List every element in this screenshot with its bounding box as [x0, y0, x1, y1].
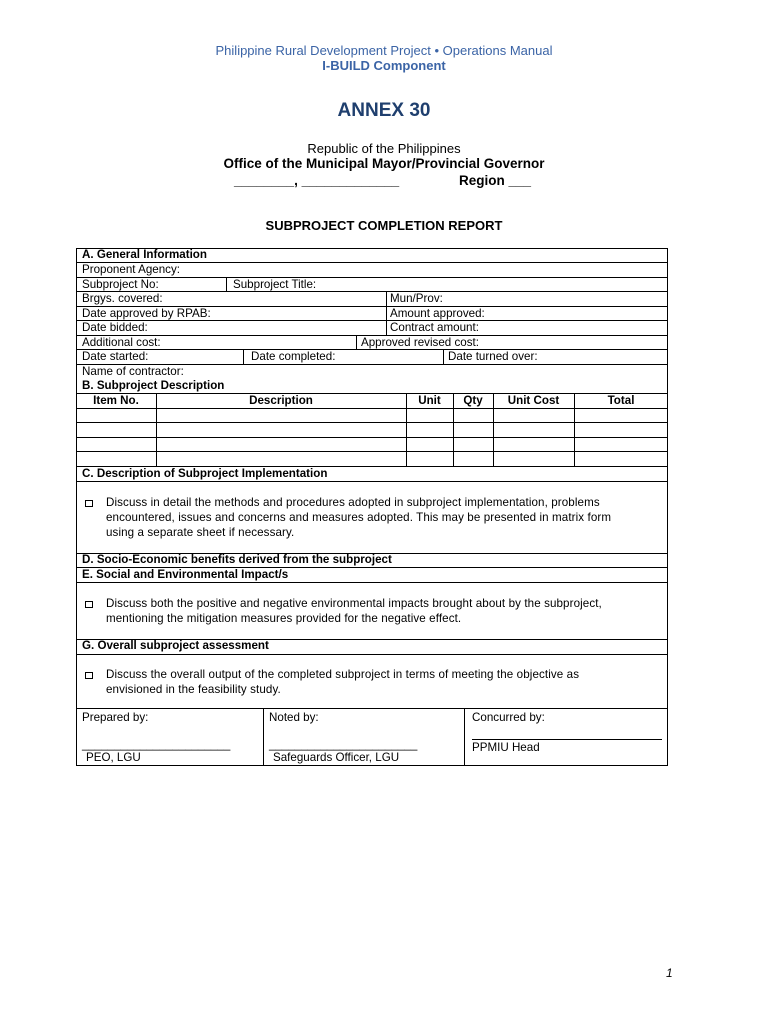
section-c-title: C. Description of Subproject Implementation [82, 467, 328, 480]
checkbox-bullet-icon [85, 500, 93, 507]
page-number: 1 [666, 966, 673, 980]
col-unit-cost: Unit Cost [507, 394, 560, 407]
col-unit: Unit [418, 394, 441, 407]
amount-approved-field[interactable]: Amount approved: [390, 307, 485, 320]
republic-line: Republic of the Philippines [307, 141, 461, 156]
section-g-title: G. Overall subproject assessment [82, 639, 269, 652]
section-g-instruction-line-1: Discuss the overall output of the completed subproject in terms of meeting the objective as [106, 668, 580, 681]
noted-by-role: Safeguards Officer, LGU [273, 751, 400, 764]
annex-title: ANNEX 30 [337, 100, 431, 121]
section-b-title: B. Subproject Description [82, 379, 225, 392]
col-total: Total [607, 394, 635, 407]
date-approved-field[interactable]: Date approved by RPAB: [82, 307, 211, 320]
date-started-field[interactable]: Date started: [82, 350, 149, 363]
office-line: Office of the Municipal Mayor/Provincial Governor [223, 156, 545, 171]
noted-by-signature-line[interactable]: _______________________ [269, 738, 418, 751]
checkbox-bullet-icon [85, 672, 93, 679]
date-turned-over-field[interactable]: Date turned over: [448, 350, 538, 363]
section-c-instruction-line-1: Discuss in detail the methods and procedures adopted in subproject implementation, problems [106, 496, 600, 509]
running-header-component: I-BUILD Component [322, 58, 446, 73]
section-a-title: A. General Information [82, 248, 207, 261]
subproject-title-field[interactable]: Subproject Title: [233, 278, 317, 291]
proponent-agency-field[interactable]: Proponent Agency: [82, 263, 180, 276]
name-of-contractor-field[interactable]: Name of contractor: [82, 365, 184, 378]
section-c-instruction-line-3: using a separate sheet if necessary. [106, 526, 295, 539]
form-title: SUBPROJECT COMPLETION REPORT [265, 218, 503, 233]
prepared-by-signature-line[interactable]: _______________________ [82, 738, 231, 751]
mun-prov-field[interactable]: Mun/Prov: [390, 292, 443, 305]
section-g-instruction-line-2: envisioned in the feasibility study. [106, 683, 281, 696]
date-completed-field[interactable]: Date completed: [251, 350, 336, 363]
col-description: Description [249, 394, 313, 407]
completion-report-form [76, 248, 668, 766]
noted-by-label: Noted by: [269, 711, 319, 724]
checkbox-bullet-icon [85, 601, 93, 608]
running-header-project: Philippine Rural Development Project • Operations Manual [215, 43, 553, 58]
prepared-by-role: PEO, LGU [86, 751, 141, 764]
col-item-no: Item No. [93, 394, 139, 407]
concurred-by-signature-line[interactable] [472, 739, 662, 740]
additional-cost-field[interactable]: Additional cost: [82, 336, 161, 349]
region-label[interactable]: Region ___ [459, 173, 532, 188]
contract-amount-field[interactable]: Contract amount: [390, 321, 479, 334]
section-c-instruction-line-2: encountered, issues and concerns and measures adopted. This may be presented in matrix form [106, 511, 612, 524]
approved-revised-cost-field[interactable]: Approved revised cost: [361, 336, 479, 349]
date-bidded-field[interactable]: Date bidded: [82, 321, 148, 334]
section-e-instruction-line-1: Discuss both the positive and negative environmental impacts brought about by the subproject, [106, 597, 602, 610]
section-d-title: D. Socio-Economic benefits derived from the subproject [82, 553, 392, 566]
concurred-by-label: Concurred by: [472, 711, 545, 724]
location-blank[interactable]: ________, _____________ [234, 173, 400, 188]
section-e-title: E. Social and Environmental Impact/s [82, 568, 289, 581]
subproject-no-field[interactable]: Subproject No: [82, 278, 159, 291]
prepared-by-label: Prepared by: [82, 711, 149, 724]
brgys-covered-field[interactable]: Brgys. covered: [82, 292, 163, 305]
section-e-instruction-line-2: mentioning the mitigation measures provided for the negative effect. [106, 612, 462, 625]
concurred-by-role: PPMIU Head [472, 741, 540, 754]
col-qty: Qty [463, 394, 483, 407]
